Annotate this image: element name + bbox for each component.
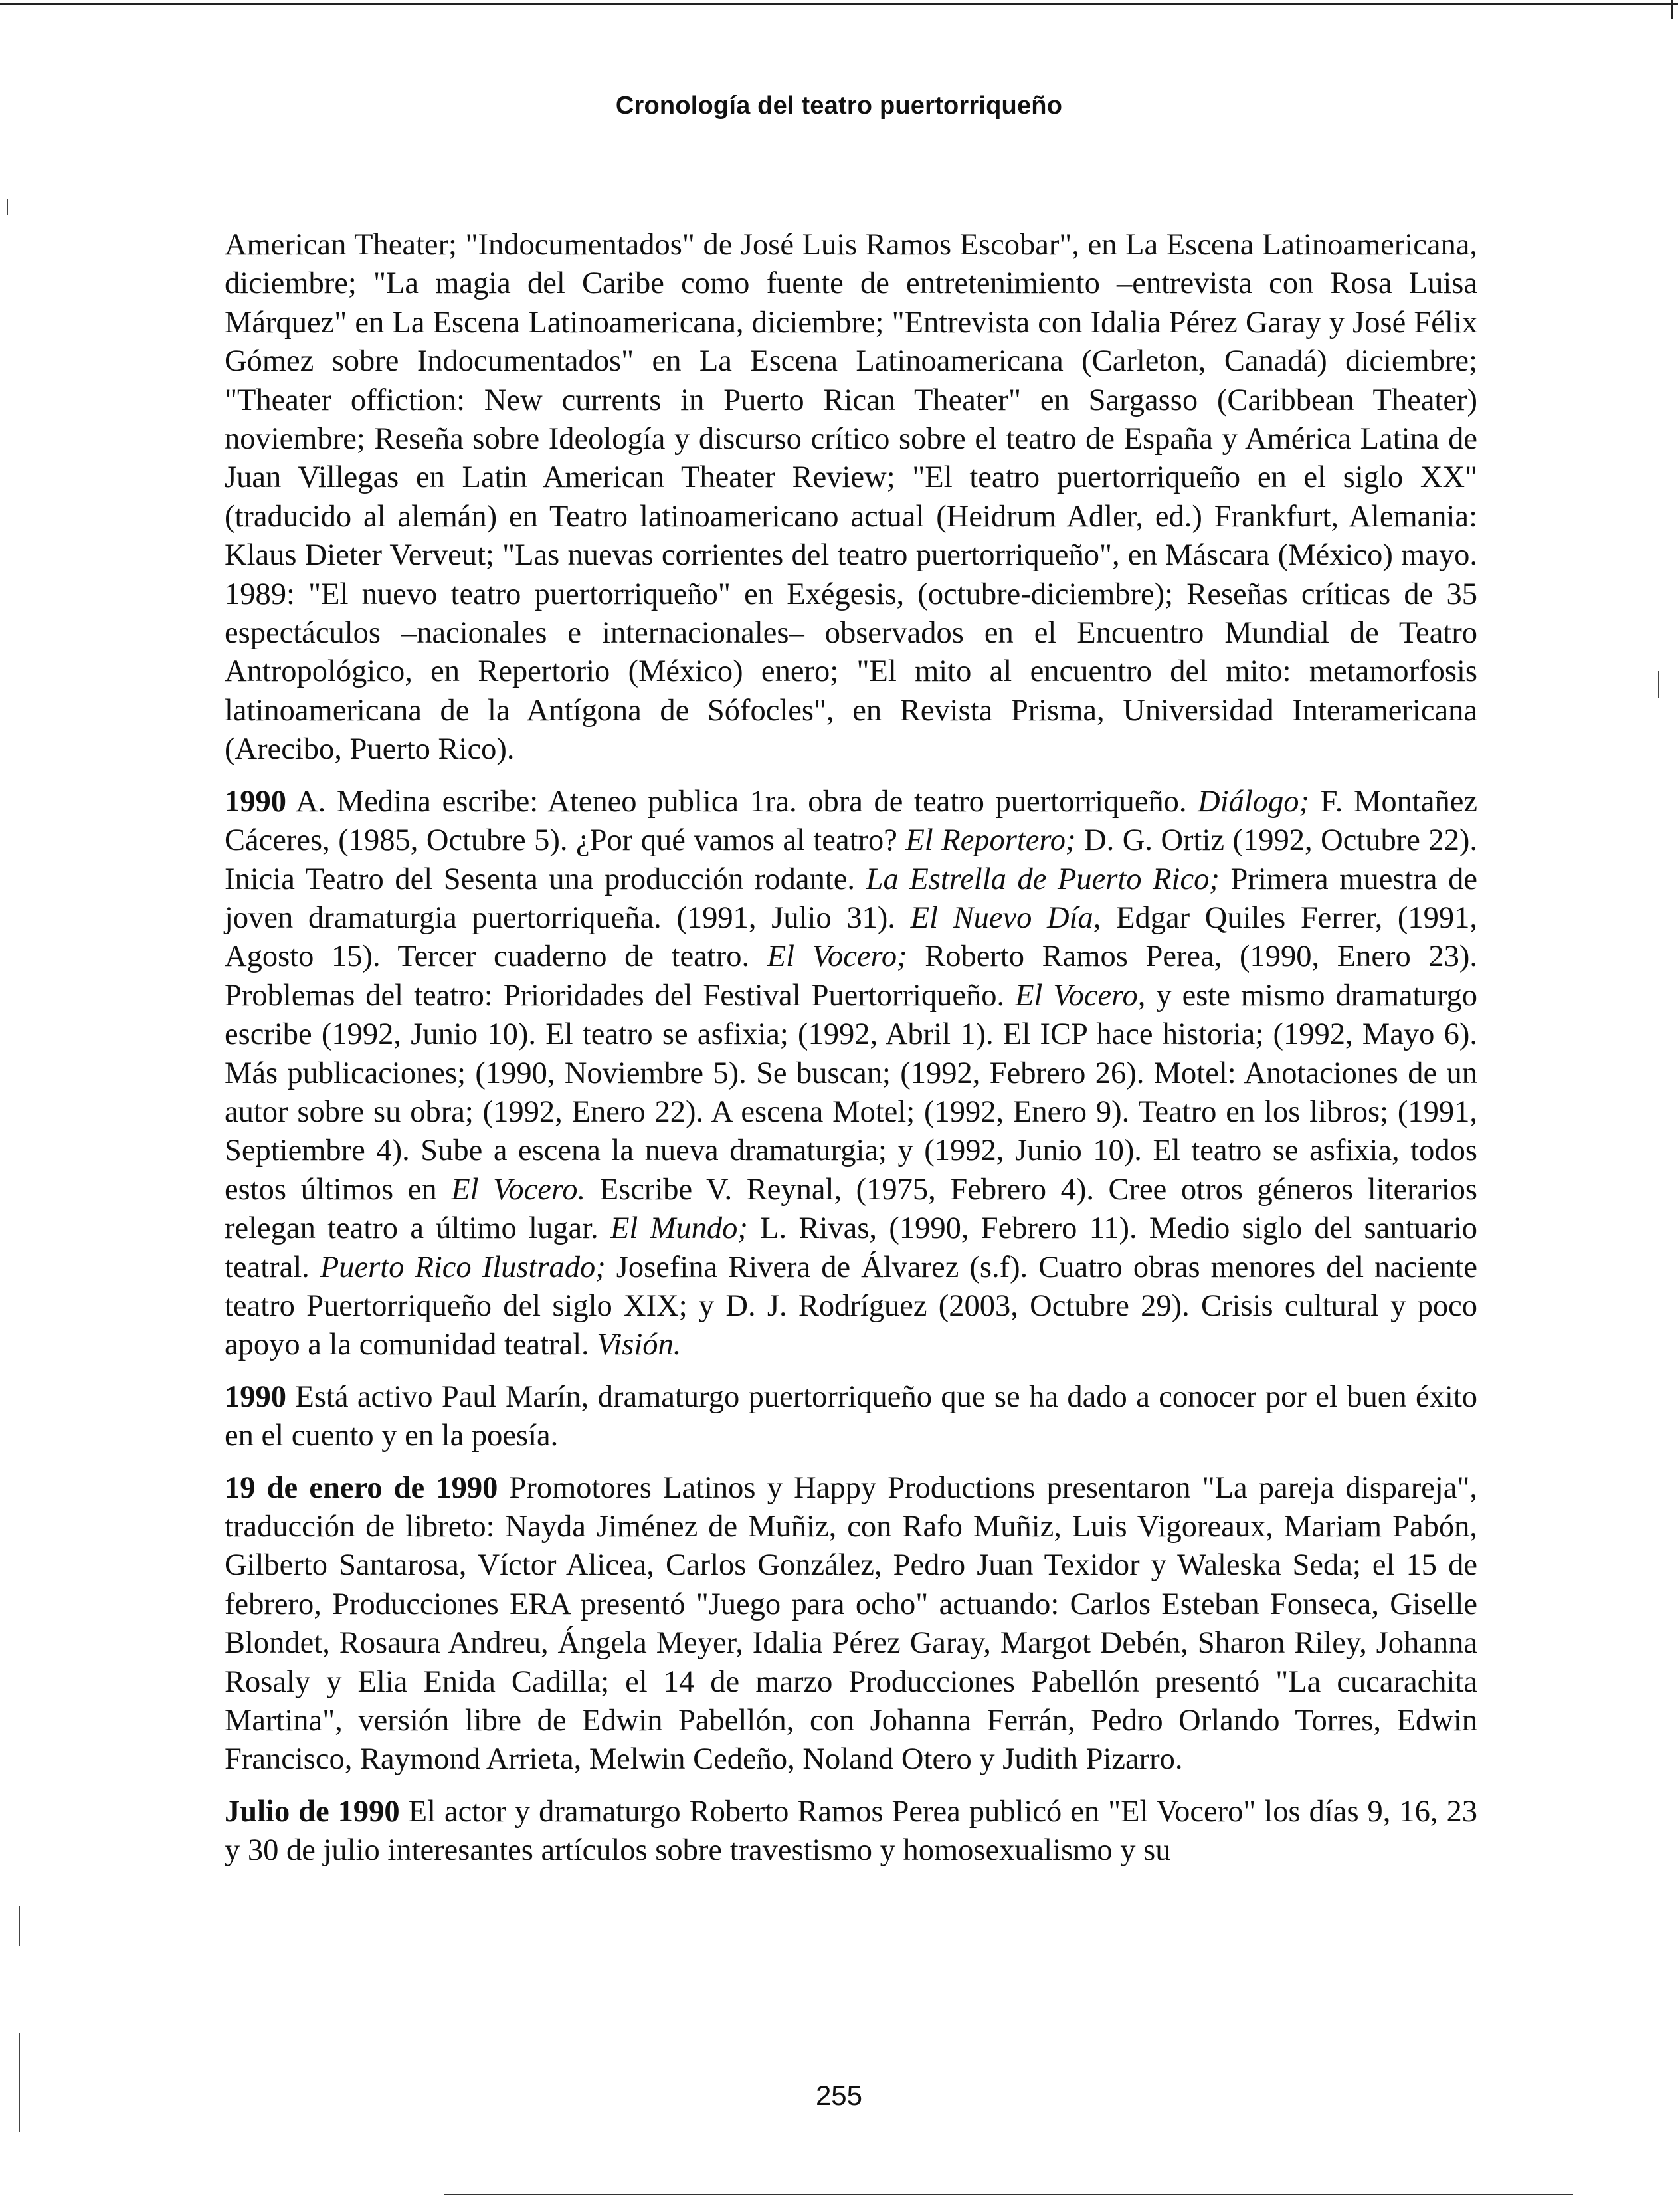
margin-mark <box>7 199 8 215</box>
text-run: Escribe V. Reynal, (1975, Febrero 4). Cree otros géneros literarios relegan teatro a último lugar. <box>225 1172 1477 1246</box>
text-run: Roberto Ramos Perea, (1990, Enero 23). Problemas del teatro: Prioridades del Festival Puertorriqueño. <box>225 940 1477 1013</box>
publication-title: Puerto Rico Ilustrado; <box>320 1250 606 1284</box>
text-run: y este mismo dramaturgo escribe (1992, Junio 10). El teatro se asfixia; (1992, Abril 1). El ICP hace historia; (1992, Mayo 6). Más publicaciones; (1990, Noviembre 5). Se buscan; (1992, Febrero 26). Motel: Anotaciones de un autor sobre su obra; (1992, Enero 22). A escena Motel; (1992, Enero 9). Teatro en los libros; (1991, Septiembre 4). Sube a escena la nueva dramaturgia; y (1992, Junio 10). El teatro se asfixia, todos estos últimos en <box>225 978 1477 1207</box>
text-run: A. Medina escribe: Ateneo publica 1ra. obra de teatro puertorriqueño. <box>286 784 1198 819</box>
entry-date: 1990 <box>225 784 286 819</box>
publication-title: Diálogo; <box>1198 784 1310 819</box>
paragraph-jan-1990 <box>225 1469 1477 1779</box>
paragraph-1990-press <box>225 783 1477 1365</box>
publication-title: El Mundo; <box>610 1211 748 1246</box>
publication-title: Visión. <box>597 1328 682 1362</box>
bottom-border-line <box>444 2194 1573 2195</box>
running-header: Cronología del teatro puertorriqueño <box>615 92 1063 120</box>
publication-title: El Vocero. <box>451 1172 586 1207</box>
top-corner-mark <box>1671 0 1673 19</box>
page-number: 255 <box>815 2080 863 2111</box>
text-run: D. G. Ortiz (1992, Octubre 22). Inicia Teatro del Sesenta una producción rodante. <box>225 823 1477 896</box>
margin-mark <box>19 1906 20 1946</box>
publication-title: El Vocero, <box>1015 978 1146 1013</box>
text-run: F. Montañez Cáceres, (1985, Octubre 5). ¿Por qué vamos al teatro? <box>225 784 1477 858</box>
text-run: Josefina Rivera de Álvarez (s.f). Cuatro obras menores del naciente teatro Puertorriqueño del siglo XIX; y D. J. Rodríguez (2003, Octubre 29). Crisis cultural y poco apoyo a la comunidad teatral. <box>225 1250 1477 1362</box>
paragraph-jul-1990 <box>225 1793 1477 1870</box>
margin-mark <box>1658 671 1659 698</box>
top-border-line <box>0 3 1678 5</box>
publication-title: El Reportero; <box>905 823 1076 858</box>
entry-date: 1990 <box>225 1379 286 1414</box>
paragraph-1990-marin <box>225 1378 1477 1456</box>
entry-date: Julio de 1990 <box>225 1794 400 1829</box>
text-run: Edgar Quiles Ferrer, (1991, Agosto 15). Tercer cuaderno de teatro. <box>225 900 1477 974</box>
publication-title: El Vocero; <box>767 940 907 974</box>
page-body <box>225 226 1477 1884</box>
text-run: Está activo Paul Marín, dramaturgo puertorriqueño que se ha dado a conocer por el buen éxito en el cuento y en la poesía. <box>225 1379 1477 1453</box>
text-run: L. Rivas, (1990, Febrero 11). Medio siglo del santuario teatral. <box>225 1211 1477 1284</box>
text-run: El actor y dramaturgo Roberto Ramos Perea publicó en "El Vocero" los días 9, 16, 23 y 30 de julio interesantes artículos sobre travestismo y homosexualismo y su <box>225 1794 1477 1868</box>
publication-title: La Estrella de Puerto Rico; <box>866 862 1220 896</box>
text-run: Promotores Latinos y Happy Productions presentaron "La pareja dispareja", traducción de libreto: Nayda Jiménez de Muñiz, con Rafo Muñiz, Luis Vigoreaux, Mariam Pabón, Gilberto Santarosa, Víctor Alicea, Carlos González, Pedro Juan Texidor y Waleska Seda; el 15 de febrero, Producciones ERA presentó "Juego para ocho" actuando: Carlos Esteban Fonseca, Giselle Blondet, Rosaura Andreu, Ángela Meyer, Idalia Pérez Garay, Margot Debén, Sharon Riley, Johanna Rosaly y Elia Enida Cadilla; el 14 de marzo Producciones Pabellón presentó "La cucarachita Martina", versión libre de Edwin Pabellón, con Johanna Ferrán, Pedro Orlando Torres, Edwin Francisco, Raymond Arrieta, Melwin Cedeño, Noland Otero y Judith Pizarro. <box>225 1470 1477 1777</box>
publication-title: El Nuevo Día, <box>910 900 1101 935</box>
text-run: Primera muestra de joven dramaturgia puertorriqueña. (1991, Julio 31). <box>225 862 1477 935</box>
entry-date: 19 de enero de 1990 <box>225 1470 498 1505</box>
paragraph-continuation: American Theater; "Indocumentados" de José Luis Ramos Escobar", en La Escena Latinoamericana, diciembre; "La magia del Caribe como fuente de entretenimiento –entrevista con Rosa Luisa Márquez" en La Escena Latinoamericana, diciembre; "Entrevista con Idalia Pérez Garay y José Félix Gómez sobre Indocumentados" en La Escena Latinoamericana (Carleton, Canadá) diciembre; "Theater offiction: New currents in Puerto Rican Theater" en Sargasso (Caribbean Theater) noviembre; Reseña sobre Ideología y discurso crítico sobre el teatro de España y América Latina de Juan Villegas en Latin American Theater Review; "El teatro puertorriqueño en el siglo XX" (traducido al alemán) en Teatro latinoamericano actual (Heidrum Adler, ed.) Frankfurt, Alemania: Klaus Dieter Verveut; "Las nuevas corrientes del teatro puertorriqueño", en Máscara (México) mayo. 1989: "El nuevo teatro puertorriqueño" en Exégesis, (octubre-diciembre); Reseñas críticas de 35 espectáculos –nacionales e internacionales– observados en el Encuentro Mundial de Teatro Antropológico, en Repertorio (México) enero; "El mito al encuentro del mito: metamorfosis latinoamericana de la Antígona de Sófocles", en Revista Prisma, Universidad Interamericana (Arecibo, Puerto Rico). <box>225 228 1477 767</box>
